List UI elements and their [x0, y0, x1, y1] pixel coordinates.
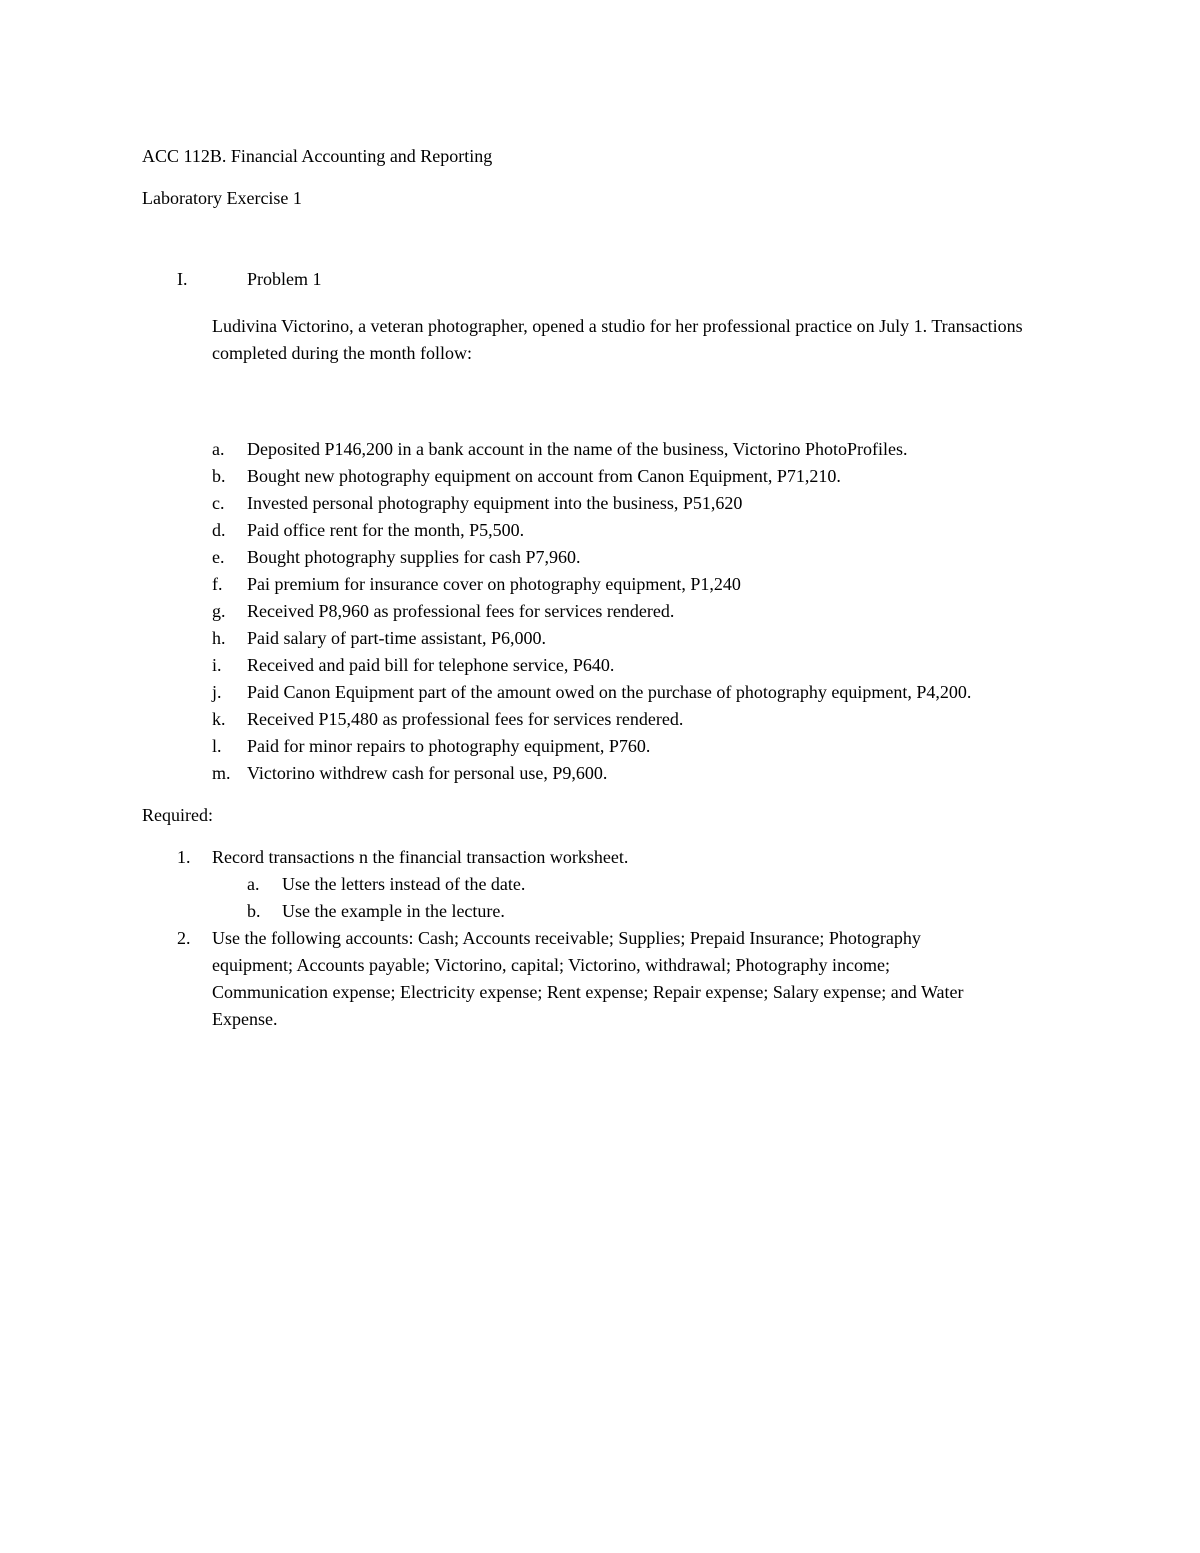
transaction-text: Received and paid bill for telephone service, P640.: [247, 655, 615, 675]
transaction-letter: i.: [212, 655, 222, 675]
transaction-item: [142, 517, 1047, 544]
requirement-sub-item: [212, 898, 1002, 925]
transaction-letter: h.: [212, 628, 226, 648]
requirement-text: Use the following accounts: Cash; Accounts receivable; Supplies; Prepaid Insurance; Photography equipment; Accounts payable; Victorino, capital; Victorino, withdrawal; Photography income; Communication expense; Electricity expense; Rent expense; Repair expense; Salary expense; and Water Expense.: [212, 928, 964, 1029]
transaction-letter: g.: [212, 601, 226, 621]
transaction-letter: j.: [212, 682, 222, 702]
transaction-text: Paid office rent for the month, P5,500.: [247, 520, 525, 540]
transaction-item: [142, 679, 1047, 706]
transaction-item: [142, 463, 1047, 490]
transaction-text: Paid for minor repairs to photography equipment, P760.: [247, 736, 651, 756]
requirement-text: Record transactions n the financial transaction worksheet.: [212, 847, 629, 867]
section-title: Problem 1: [247, 269, 322, 289]
transaction-item: [142, 625, 1047, 652]
required-label: Required:: [142, 805, 213, 825]
transaction-letter: f.: [212, 574, 223, 594]
transaction-letter: e.: [212, 547, 225, 567]
transaction-item: [142, 706, 1047, 733]
transaction-text: Invested personal photography equipment into the business, P51,620: [247, 493, 743, 513]
transaction-letter: k.: [212, 709, 226, 729]
transaction-item: [142, 760, 1047, 787]
transaction-text: Received P8,960 as professional fees for services rendered.: [247, 601, 675, 621]
transaction-item: [142, 652, 1047, 679]
transaction-letter: b.: [212, 466, 226, 486]
transaction-text: Pai premium for insurance cover on photography equipment, P1,240: [247, 574, 741, 594]
transaction-text: Bought new photography equipment on account from Canon Equipment, P71,210.: [247, 466, 841, 486]
transaction-text: Bought photography supplies for cash P7,960.: [247, 547, 581, 567]
transaction-item: [142, 571, 1047, 598]
transaction-letter: m.: [212, 763, 231, 783]
course-title: ACC 112B. Financial Accounting and Reporting: [142, 146, 493, 166]
transaction-item: [142, 733, 1047, 760]
requirements-list: [142, 844, 1062, 1033]
requirement-item: [142, 925, 1002, 1033]
requirement-item: [142, 844, 1002, 925]
transaction-item: [142, 490, 1047, 517]
transaction-letter: l.: [212, 736, 222, 756]
sub-item-letter: b.: [247, 901, 261, 921]
sub-item-text: Use the letters instead of the date.: [282, 874, 526, 894]
exercise-title: Laboratory Exercise 1: [142, 188, 302, 208]
transaction-letter: a.: [212, 439, 225, 459]
transaction-text: Paid Canon Equipment part of the amount owed on the purchase of photography equipment, P4,200.: [247, 682, 972, 702]
requirement-number: 2.: [177, 928, 191, 948]
requirement-number: 1.: [177, 847, 191, 867]
section-heading: [142, 269, 1062, 296]
section-number: I.: [177, 269, 188, 289]
requirement-sub-item: [212, 871, 1002, 898]
sub-item-letter: a.: [247, 874, 260, 894]
transaction-item: [142, 598, 1047, 625]
document-body: [142, 143, 1062, 1033]
transaction-list: [142, 436, 1062, 787]
transaction-letter: d.: [212, 520, 226, 540]
transaction-text: Received P15,480 as professional fees for services rendered.: [247, 709, 684, 729]
transaction-text: Deposited P146,200 in a bank account in the name of the business, Victorino PhotoProfiles.: [247, 439, 908, 459]
transaction-letter: c.: [212, 493, 225, 513]
sub-item-text: Use the example in the lecture.: [282, 901, 505, 921]
transaction-item: [142, 544, 1047, 571]
transaction-text: Paid salary of part-time assistant, P6,000.: [247, 628, 546, 648]
transaction-item: [142, 436, 1047, 463]
requirement-sub-list: [212, 871, 1002, 925]
problem-intro: Ludivina Victorino, a veteran photographer, opened a studio for her professional practice on July 1. Transactions completed during the month follow:: [212, 316, 1023, 363]
transaction-text: Victorino withdrew cash for personal use, P9,600.: [247, 763, 608, 783]
